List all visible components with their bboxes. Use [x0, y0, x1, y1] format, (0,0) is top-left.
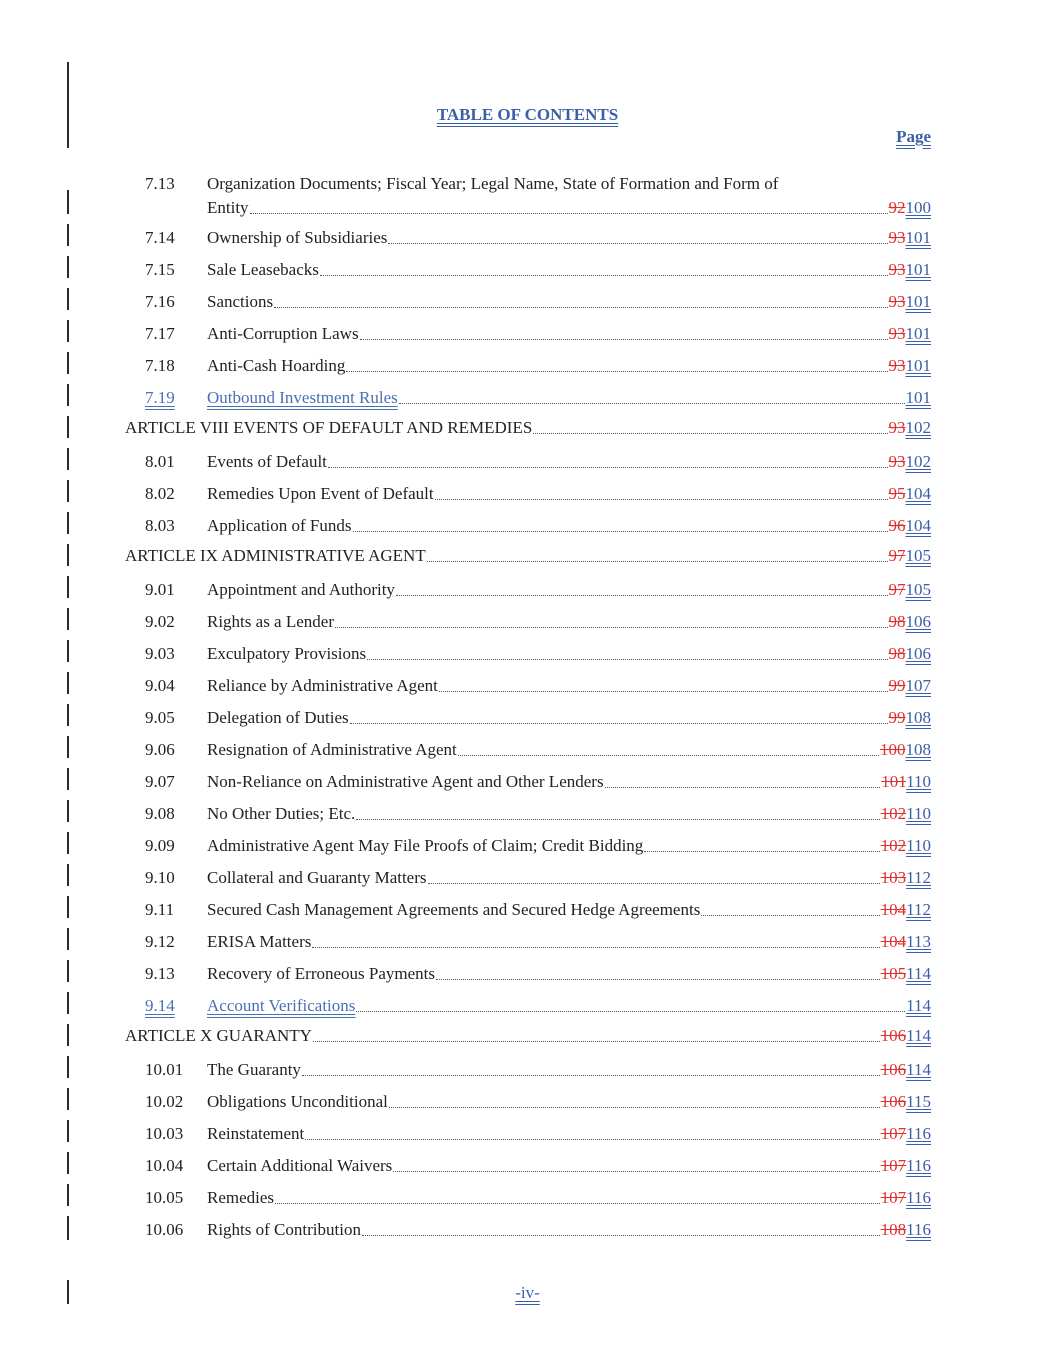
section-number: 7.16 — [145, 292, 175, 311]
section-number: 9.10 — [145, 868, 175, 887]
section-title: Anti-Corruption Laws — [207, 324, 359, 343]
section-title: Reliance by Administrative Agent — [207, 676, 438, 695]
page-ref — [889, 226, 932, 250]
section-title: Anti-Cash Hoarding — [207, 356, 346, 375]
toc-section-row[interactable] — [0, 962, 1055, 986]
deleted-page-number: 102 — [880, 836, 907, 855]
section-title: Remedies Upon Event of Default — [207, 484, 434, 503]
dot-leader — [533, 432, 887, 434]
page-ref — [881, 898, 931, 922]
inserted-page-number[interactable]: 116 — [906, 1220, 931, 1239]
deleted-page-number: 107 — [880, 1124, 907, 1143]
dot-leader — [353, 530, 888, 532]
toc-article-row[interactable] — [0, 544, 1055, 568]
toc-entry — [207, 930, 931, 954]
toc-section-row[interactable] — [0, 1090, 1055, 1114]
toc-section-row[interactable] — [0, 834, 1055, 858]
deleted-page-number: 93 — [888, 292, 906, 311]
deleted-page-number: 96 — [888, 516, 906, 535]
dot-leader — [389, 1106, 880, 1108]
section-number: 7.14 — [145, 228, 175, 247]
page-ref — [881, 1090, 931, 1114]
toc-entry — [207, 802, 931, 826]
page-ref — [881, 1024, 931, 1048]
section-title: Resignation of Administrative Agent — [207, 740, 457, 759]
page-ref — [889, 514, 932, 538]
page-ref — [889, 642, 932, 666]
toc-entry — [207, 898, 931, 922]
page-column-header: Page — [896, 127, 931, 146]
dot-leader — [312, 946, 879, 948]
toc-entry — [207, 514, 931, 538]
section-title: ERISA Matters — [207, 932, 312, 951]
page-ref — [881, 802, 931, 826]
page-ref — [889, 578, 932, 602]
inserted-page-number[interactable]: 115 — [906, 1092, 931, 1111]
page-ref — [889, 354, 932, 378]
deleted-page-number: 107 — [880, 1188, 907, 1207]
section-number: 7.18 — [145, 356, 175, 375]
dot-leader — [313, 1040, 880, 1042]
toc-section-row[interactable] — [0, 226, 1055, 250]
toc-article-row[interactable] — [0, 1024, 1055, 1048]
toc-entry — [207, 834, 931, 858]
page-number[interactable]: -iv- — [515, 1283, 540, 1302]
section-number: 9.05 — [145, 708, 175, 727]
section-number: 10.04 — [145, 1156, 184, 1175]
page-ref — [889, 196, 932, 220]
toc-entry — [125, 1024, 931, 1048]
inserted-page-number[interactable]: 114 — [906, 1026, 931, 1045]
toc-section-row[interactable] — [0, 994, 1055, 1018]
section-title: Appointment and Authority — [207, 580, 395, 599]
toc-section-row[interactable] — [0, 802, 1055, 826]
page-ref — [889, 610, 932, 634]
page-ref — [889, 322, 932, 346]
page-ref — [889, 544, 932, 568]
dot-leader — [302, 1074, 880, 1076]
deleted-page-number: 93 — [888, 356, 906, 375]
dot-leader — [399, 402, 905, 404]
toc-entry — [207, 642, 931, 666]
toc-section-row[interactable] — [0, 770, 1055, 794]
toc-section-row[interactable] — [0, 578, 1055, 602]
inserted-page-number[interactable]: 110 — [906, 804, 931, 823]
article-title: ARTICLE VIII EVENTS OF DEFAULT AND REMEDIES — [125, 418, 533, 437]
inserted-page-number[interactable]: 114 — [906, 964, 931, 983]
deleted-page-number: 97 — [888, 580, 906, 599]
page-ref — [880, 738, 931, 762]
section-title: Recovery of Erroneous Payments — [207, 964, 436, 983]
toc-entry — [207, 354, 931, 378]
section-number: 9.04 — [145, 676, 175, 695]
toc-entry — [207, 482, 931, 506]
section-title: Certain Additional Waivers — [207, 1156, 393, 1175]
dot-leader — [305, 1138, 879, 1140]
section-title: Delegation of Duties — [207, 708, 349, 727]
deleted-page-number: 102 — [880, 804, 907, 823]
section-title: Entity — [207, 198, 249, 217]
article-title: ARTICLE IX ADMINISTRATIVE AGENT — [125, 546, 426, 565]
deleted-page-number: 104 — [880, 900, 907, 919]
inserted-page-number[interactable]: 101 — [905, 356, 931, 375]
section-number: 7.13 — [145, 174, 175, 193]
toc-entry — [207, 386, 931, 410]
toc-entry — [125, 544, 931, 568]
inserted-page-number[interactable]: 104 — [905, 484, 931, 503]
toc-section-row[interactable] — [0, 354, 1055, 378]
deleted-page-number: 108 — [880, 1220, 907, 1239]
section-number: 10.05 — [145, 1188, 184, 1207]
inserted-page-number[interactable]: 102 — [905, 418, 931, 437]
section-number: 7.19 — [145, 388, 175, 407]
page-ref — [881, 930, 931, 954]
inserted-page-number[interactable]: 112 — [906, 900, 931, 919]
dot-leader — [362, 1234, 880, 1236]
dot-leader — [435, 498, 888, 500]
section-number: 10.06 — [145, 1220, 184, 1239]
inserted-page-number[interactable]: 101 — [905, 388, 931, 407]
section-title: Exculpatory Provisions — [207, 644, 367, 663]
inserted-page-number[interactable]: 101 — [905, 324, 931, 343]
toc-article-row[interactable] — [0, 416, 1055, 440]
toc-entry — [207, 258, 931, 282]
dot-leader — [356, 818, 879, 820]
toc-section-row[interactable] — [0, 322, 1055, 346]
toc-section-row[interactable] — [0, 450, 1055, 474]
toc-section-row[interactable] — [0, 482, 1055, 506]
toc-entry — [207, 172, 931, 220]
deleted-page-number: 107 — [880, 1156, 907, 1175]
section-number: 10.01 — [145, 1060, 184, 1079]
deleted-page-number: 95 — [888, 484, 906, 503]
deleted-page-number: 106 — [880, 1060, 907, 1079]
page-ref — [889, 674, 932, 698]
dot-leader — [350, 722, 888, 724]
inserted-page-number[interactable]: 101 — [905, 228, 931, 247]
toc-section-row[interactable] — [0, 706, 1055, 730]
inserted-page-number[interactable]: 101 — [905, 292, 931, 311]
section-number: 9.06 — [145, 740, 175, 759]
section-number: 9.03 — [145, 644, 175, 663]
dot-leader — [701, 914, 879, 916]
inserted-page-number[interactable]: 107 — [905, 676, 931, 695]
dot-leader — [320, 274, 888, 276]
dot-leader — [360, 338, 888, 340]
section-title: Secured Cash Management Agreements and Secured Hedge Agreements — [207, 900, 701, 919]
section-title: Ownership of Subsidiaries — [207, 228, 388, 247]
inserted-page-number[interactable]: 108 — [905, 740, 931, 759]
deleted-page-number: 93 — [888, 228, 906, 247]
page-ref — [881, 962, 931, 986]
page-ref — [889, 450, 932, 474]
deleted-page-number: 93 — [888, 418, 906, 437]
deleted-page-number: 92 — [888, 198, 906, 217]
toc-section-row[interactable] — [0, 930, 1055, 954]
section-number: 9.08 — [145, 804, 175, 823]
toc-entry — [125, 416, 931, 440]
toc-entry — [207, 770, 931, 794]
page-ref — [889, 482, 932, 506]
toc-entry — [207, 322, 931, 346]
inserted-page-number[interactable]: 116 — [906, 1156, 931, 1175]
inserted-page-number[interactable]: 105 — [905, 546, 931, 565]
section-number: 9.11 — [145, 900, 175, 919]
deleted-page-number: 105 — [880, 964, 907, 983]
dot-leader — [346, 370, 887, 372]
inserted-page-number[interactable]: 101 — [905, 260, 931, 279]
toc-section-row[interactable] — [0, 738, 1055, 762]
dot-leader — [428, 882, 880, 884]
section-number: 10.02 — [145, 1092, 184, 1111]
toc-section-row[interactable] — [0, 258, 1055, 282]
deleted-page-number: 106 — [880, 1092, 907, 1111]
page-ref — [881, 1154, 931, 1178]
page-ref — [881, 866, 931, 890]
inserted-page-number[interactable]: 114 — [906, 1060, 931, 1079]
toc-section-row[interactable] — [0, 514, 1055, 538]
deleted-page-number: 100 — [880, 740, 906, 759]
inserted-page-number[interactable]: 106 — [905, 644, 931, 663]
toc-section-row[interactable] — [0, 1218, 1055, 1242]
toc-entry — [207, 994, 931, 1018]
toc-section-row[interactable] — [0, 290, 1055, 314]
page-ref — [906, 994, 931, 1018]
section-title-line: Organization Documents; Fiscal Year; Legal Name, State of Formation and Form of — [207, 174, 779, 193]
toc-entry — [207, 610, 931, 634]
section-number: 9.09 — [145, 836, 175, 855]
toc-entry — [207, 738, 931, 762]
toc-entry — [207, 962, 931, 986]
dot-leader — [328, 466, 888, 468]
toc-entry — [207, 1058, 931, 1082]
dot-leader — [275, 1202, 880, 1204]
toc-section-row[interactable] — [0, 1058, 1055, 1082]
toc-section-row[interactable] — [0, 1154, 1055, 1178]
section-title: Non-Reliance on Administrative Agent and Other Lenders — [207, 772, 604, 791]
inserted-page-number[interactable]: 116 — [906, 1188, 931, 1207]
dot-leader — [458, 754, 879, 756]
dot-leader — [356, 1010, 905, 1012]
page-ref — [881, 1122, 931, 1146]
section-number: 7.17 — [145, 324, 175, 343]
section-number: 8.01 — [145, 452, 175, 471]
section-title: Reinstatement — [207, 1124, 305, 1143]
page-ref — [889, 416, 932, 440]
section-title: Rights as a Lender — [207, 612, 334, 631]
deleted-page-number: 97 — [888, 546, 906, 565]
toc-section-row[interactable] — [0, 610, 1055, 634]
page-ref — [881, 770, 931, 794]
section-number: 10.03 — [145, 1124, 184, 1143]
page-ref — [889, 290, 932, 314]
inserted-page-number[interactable]: 100 — [905, 198, 931, 217]
dot-leader — [388, 242, 887, 244]
dot-leader — [274, 306, 887, 308]
dot-leader — [396, 594, 888, 596]
toc-entry — [207, 226, 931, 250]
deleted-page-number: 98 — [888, 612, 906, 631]
toc-entry — [207, 290, 931, 314]
section-number: 8.02 — [145, 484, 175, 503]
inserted-page-number[interactable]: 106 — [905, 612, 931, 631]
section-title: Outbound Investment Rules — [207, 388, 398, 407]
dot-leader — [605, 786, 881, 788]
inserted-page-number[interactable]: 104 — [905, 516, 931, 535]
section-title: Sale Leasebacks — [207, 260, 319, 279]
dot-leader — [644, 850, 879, 852]
section-title: The Guaranty — [207, 1060, 301, 1079]
deleted-page-number: 103 — [880, 868, 907, 887]
page-ref — [889, 706, 932, 730]
section-number: 7.15 — [145, 260, 175, 279]
section-number: 8.03 — [145, 516, 175, 535]
toc-section-row[interactable] — [0, 172, 1055, 220]
deleted-page-number: 99 — [888, 676, 906, 695]
dot-leader — [367, 658, 887, 660]
section-number: 9.13 — [145, 964, 175, 983]
toc-entry — [207, 578, 931, 602]
inserted-page-number[interactable]: 108 — [905, 708, 931, 727]
page-ref — [881, 834, 931, 858]
toc-entry — [207, 1218, 931, 1242]
toc-entry — [207, 450, 931, 474]
deleted-page-number: 99 — [888, 708, 906, 727]
inserted-page-number[interactable]: 110 — [906, 836, 931, 855]
inserted-page-number[interactable]: 116 — [906, 1124, 931, 1143]
inserted-page-number[interactable]: 105 — [905, 580, 931, 599]
page-ref — [881, 1186, 931, 1210]
section-number: 9.02 — [145, 612, 175, 631]
toc-entry — [207, 1122, 931, 1146]
dot-leader — [427, 560, 888, 562]
dot-leader — [250, 212, 888, 214]
toc-section-row[interactable] — [0, 1122, 1055, 1146]
toc-section-row[interactable] — [0, 866, 1055, 890]
section-title: Events of Default — [207, 452, 327, 471]
toc-entry — [207, 866, 931, 890]
dot-leader — [335, 626, 888, 628]
dot-leader — [436, 978, 880, 980]
inserted-page-number[interactable]: 102 — [905, 452, 931, 471]
inserted-page-number[interactable]: 112 — [906, 868, 931, 887]
section-title: Rights of Contribution — [207, 1220, 361, 1239]
toc-entry — [207, 674, 931, 698]
deleted-page-number: 93 — [888, 452, 906, 471]
deleted-page-number: 93 — [888, 324, 906, 343]
inserted-page-number[interactable]: 114 — [906, 996, 931, 1015]
deleted-page-number: 104 — [880, 932, 907, 951]
section-number: 9.12 — [145, 932, 175, 951]
deleted-page-number: 93 — [888, 260, 906, 279]
toc-entry — [207, 1186, 931, 1210]
section-title: Application of Funds — [207, 516, 352, 535]
section-title: Collateral and Guaranty Matters — [207, 868, 427, 887]
section-number: 9.14 — [145, 996, 175, 1015]
section-number: 9.01 — [145, 580, 175, 599]
page-ref — [906, 386, 932, 410]
section-title: No Other Duties; Etc. — [207, 804, 356, 823]
toc-title: TABLE OF CONTENTS — [436, 105, 619, 124]
dot-leader — [439, 690, 888, 692]
inserted-page-number[interactable]: 113 — [906, 932, 931, 951]
section-number: 9.07 — [145, 772, 175, 791]
toc-entry — [207, 1090, 931, 1114]
section-title: Remedies — [207, 1188, 275, 1207]
dot-leader — [393, 1170, 879, 1172]
page-ref — [881, 1218, 931, 1242]
deleted-page-number: 101 — [881, 772, 907, 791]
toc-section-row[interactable] — [0, 674, 1055, 698]
toc-section-row[interactable] — [0, 386, 1055, 410]
toc-section-row[interactable] — [0, 898, 1055, 922]
deleted-page-number: 106 — [880, 1026, 907, 1045]
toc-section-row[interactable] — [0, 1186, 1055, 1210]
section-title: Administrative Agent May File Proofs of Claim; Credit Bidding — [207, 836, 644, 855]
toc-section-row[interactable] — [0, 642, 1055, 666]
page-ref — [889, 258, 932, 282]
section-title: Sanctions — [207, 292, 274, 311]
page-ref — [881, 1058, 931, 1082]
section-title: Account Verifications — [207, 996, 356, 1015]
article-title: ARTICLE X GUARANTY — [125, 1026, 312, 1045]
deleted-page-number: 98 — [888, 644, 906, 663]
toc-entry — [207, 706, 931, 730]
inserted-page-number[interactable]: 110 — [906, 772, 931, 791]
toc-entry — [207, 1154, 931, 1178]
section-title: Obligations Unconditional — [207, 1092, 388, 1111]
